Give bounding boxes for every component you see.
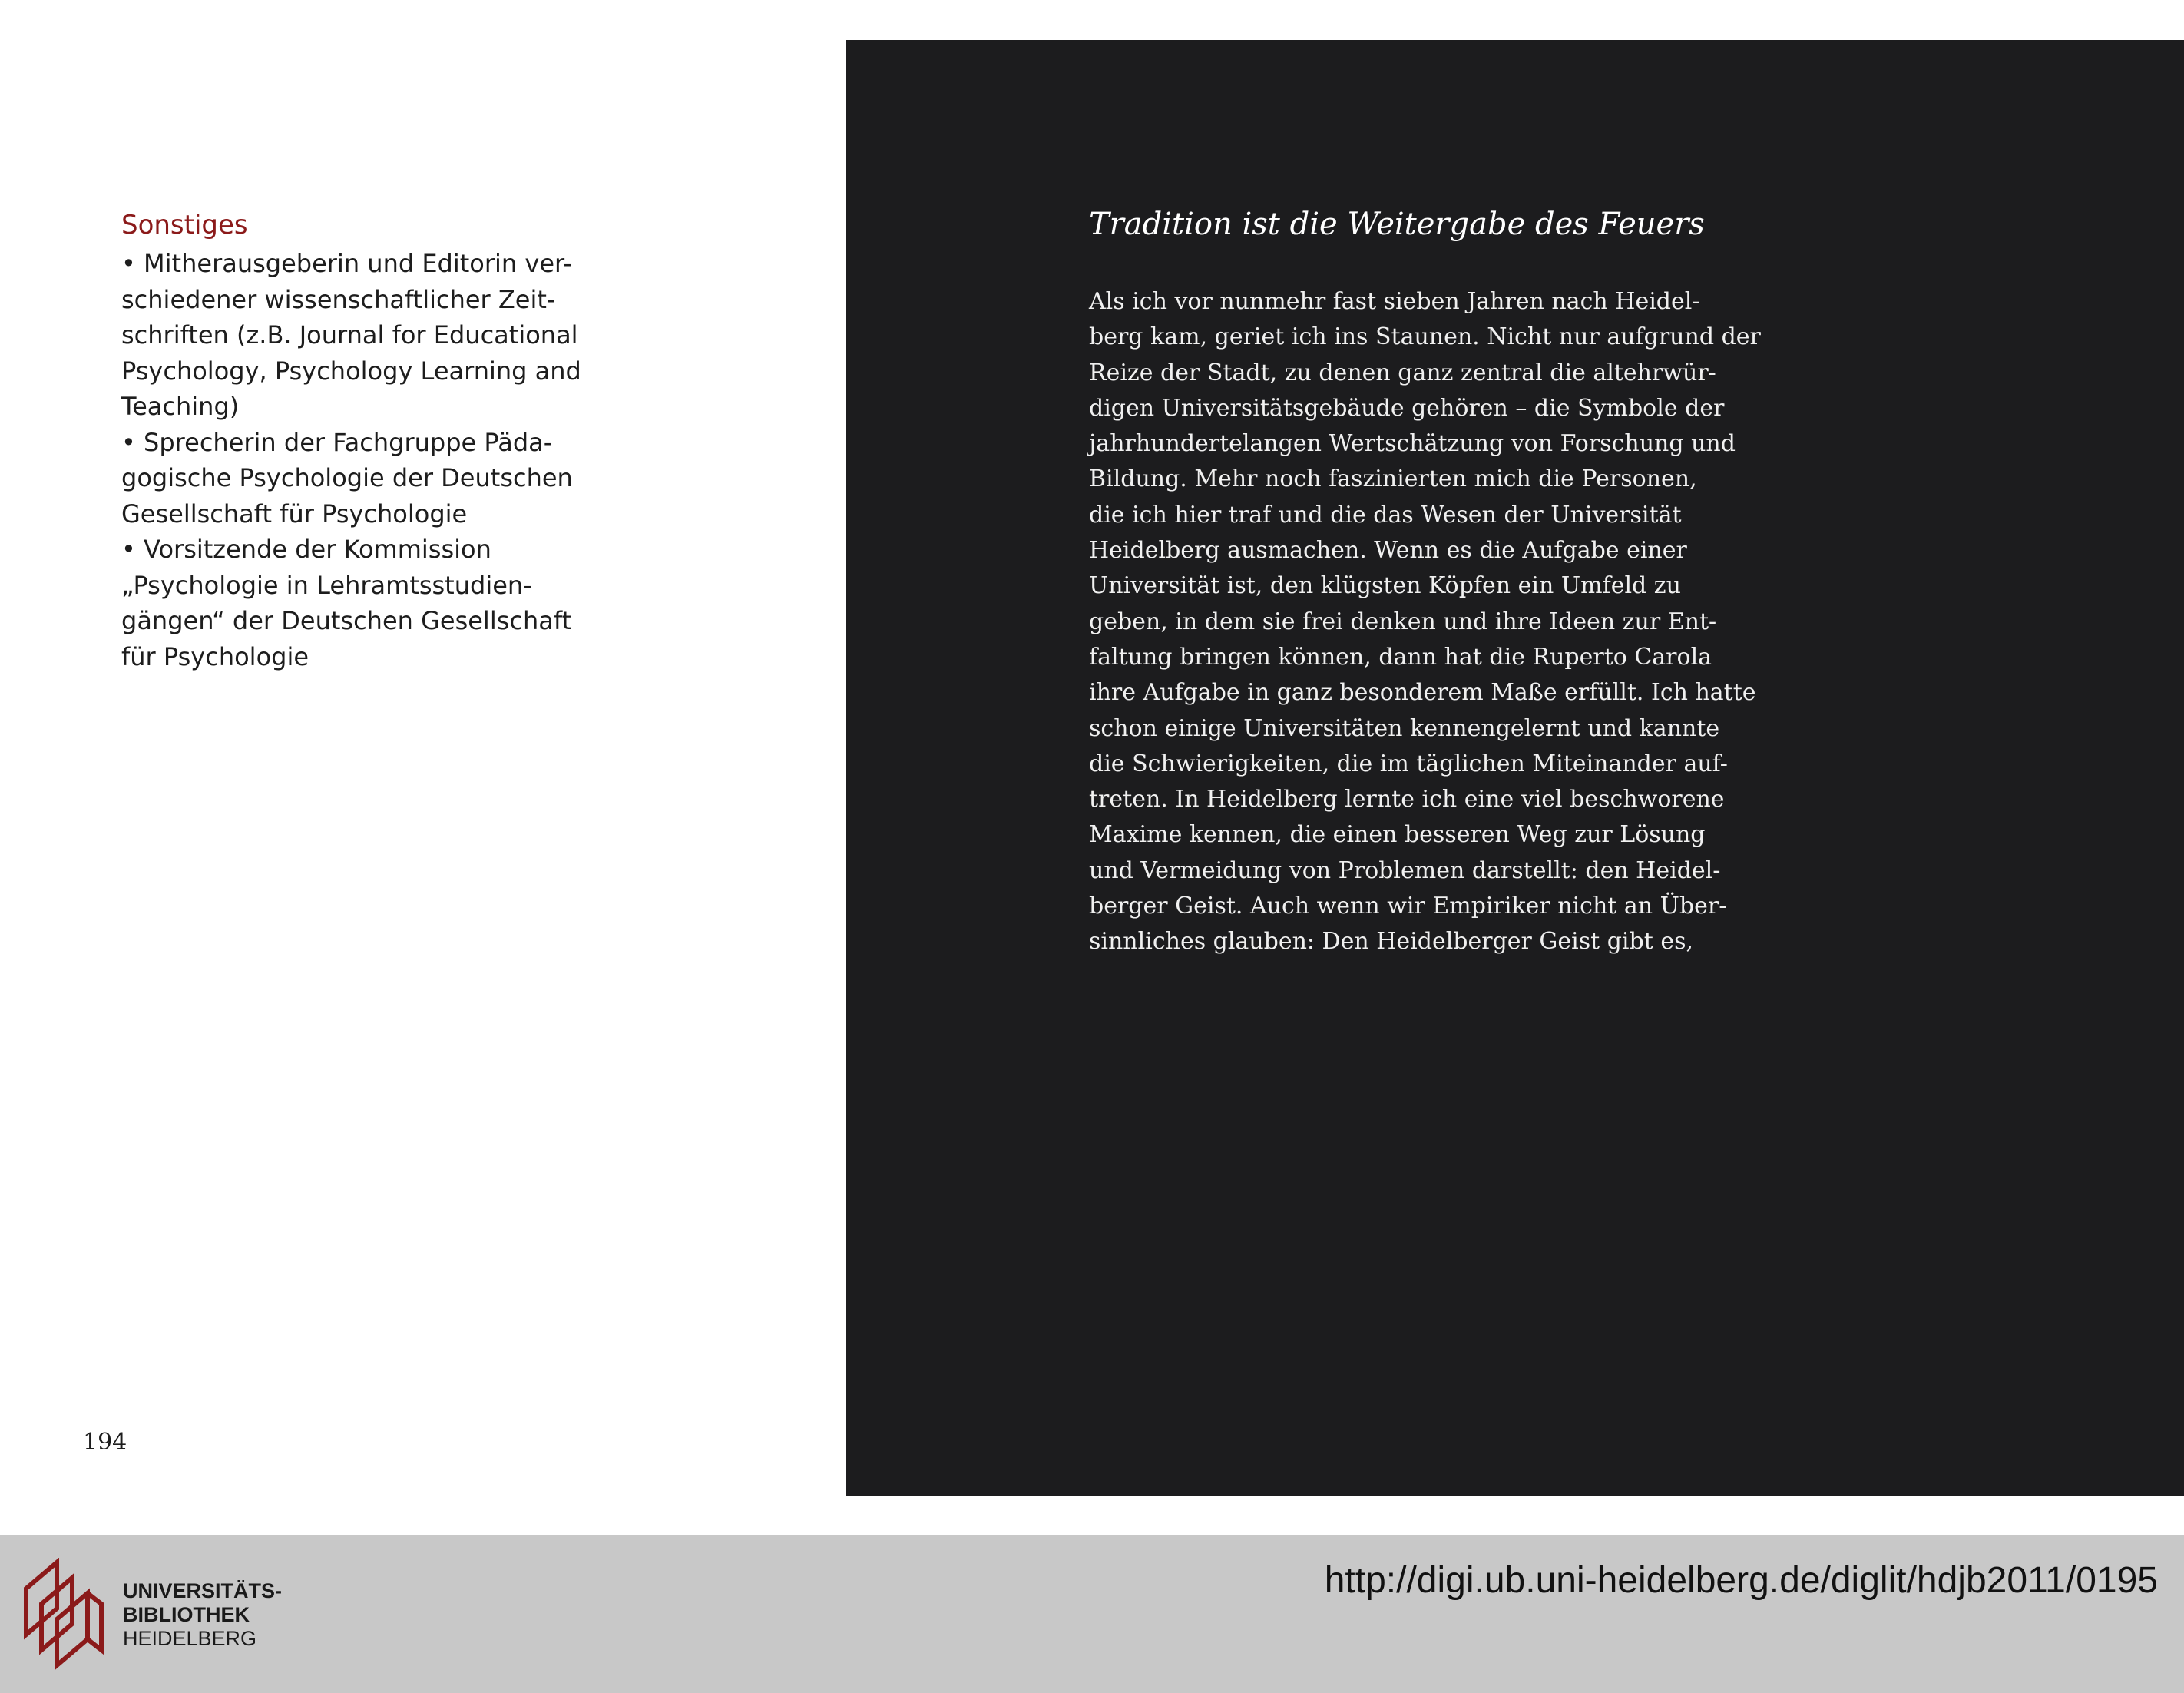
left-page <box>0 0 846 1496</box>
text-line: • Mitherausgeberin und Editorin ver- <box>121 249 572 278</box>
text-line: sinnliches glauben: Den Heidelberger Geist gibt es, <box>1089 928 1694 956</box>
text-line: Als ich vor nunmehr fast sieben Jahren nach Heidel- <box>1089 288 1700 315</box>
text-line: Gesellschaft für Psychologie <box>121 499 468 528</box>
text-line: die Schwierigkeiten, die im täglichen Miteinander auf- <box>1089 750 1728 777</box>
section-heading: Sonstiges <box>121 210 248 240</box>
footer-bar <box>0 1535 2184 1693</box>
text-line: die ich hier traf und die das Wesen der Universität <box>1089 501 1682 528</box>
text-line: schriften (z.B. Journal for Educational <box>121 320 578 350</box>
text-line: Reize der Stadt, zu denen ganz zentral die altehrwür- <box>1089 359 1716 386</box>
library-name-line1: UNIVERSITÄTS- <box>123 1579 283 1602</box>
library-name-line2: BIBLIOTHEK <box>123 1603 250 1626</box>
page-number: 194 <box>83 1429 127 1456</box>
text-line: schiedener wissenschaftlicher Zeit- <box>121 284 556 314</box>
text-line: • Vorsitzende der Kommission <box>121 535 491 564</box>
text-line: und Vermeidung von Problemen darstellt: den Heidel- <box>1089 856 1721 884</box>
essay-title: Tradition ist die Weitergabe des Feuers <box>1089 207 1705 242</box>
text-line: Bildung. Mehr noch faszinierten mich die Personen, <box>1089 465 1697 493</box>
text-line: Teaching) <box>121 392 240 421</box>
text-line: „Psychologie in Lehramtsstudien- <box>121 570 532 600</box>
text-line: ihre Aufgabe in ganz besonderem Maße erfüllt. Ich hatte <box>1089 679 1756 707</box>
right-page <box>846 40 2184 1496</box>
text-line: gängen“ der Deutschen Gesellschaft <box>121 606 572 635</box>
text-line: schon einige Universitäten kennengelernt und kannte <box>1089 714 1720 742</box>
text-line: berger Geist. Auch wenn wir Empiriker nicht an Über- <box>1089 893 1727 920</box>
text-line: treten. In Heidelberg lernte ich eine viel beschworene <box>1089 786 1725 813</box>
library-name <box>123 1579 282 1651</box>
text-line: für Psychologie <box>121 641 309 671</box>
text-line: Heidelberg ausmachen. Wenn es die Aufgabe einer <box>1089 537 1687 565</box>
text-line: digen Universitätsgebäude gehören – die Symbole der <box>1089 394 1725 422</box>
text-line: Maxime kennen, die einen besseren Weg zur Lösung <box>1089 821 1706 849</box>
library-name-line3: HEIDELBERG <box>123 1627 257 1650</box>
text-line: Psychology, Psychology Learning and <box>121 356 581 386</box>
text-line: Universität ist, den klügsten Köpfen ein Umfeld zu <box>1089 572 1681 600</box>
text-line: geben, in dem sie frei denken und ihre Ideen zur Ent- <box>1089 608 1717 635</box>
left-page-text <box>121 246 597 674</box>
essay-body <box>1089 284 1795 960</box>
text-line: jahrhundertelangen Wertschätzung von Forschung und <box>1089 430 1736 458</box>
text-line: faltung bringen können, dann hat die Ruperto Carola <box>1089 643 1712 671</box>
text-line: berg kam, geriet ich ins Staunen. Nicht nur aufgrund der <box>1089 323 1761 351</box>
library-logo-icon <box>22 1558 108 1673</box>
source-url[interactable]: http://digi.ub.uni-heidelberg.de/diglit/hdjb2011/0195 <box>1324 1560 2158 1601</box>
text-line: gogische Psychologie der Deutschen <box>121 463 573 492</box>
text-line: • Sprecherin der Fachgruppe Päda- <box>121 427 553 457</box>
